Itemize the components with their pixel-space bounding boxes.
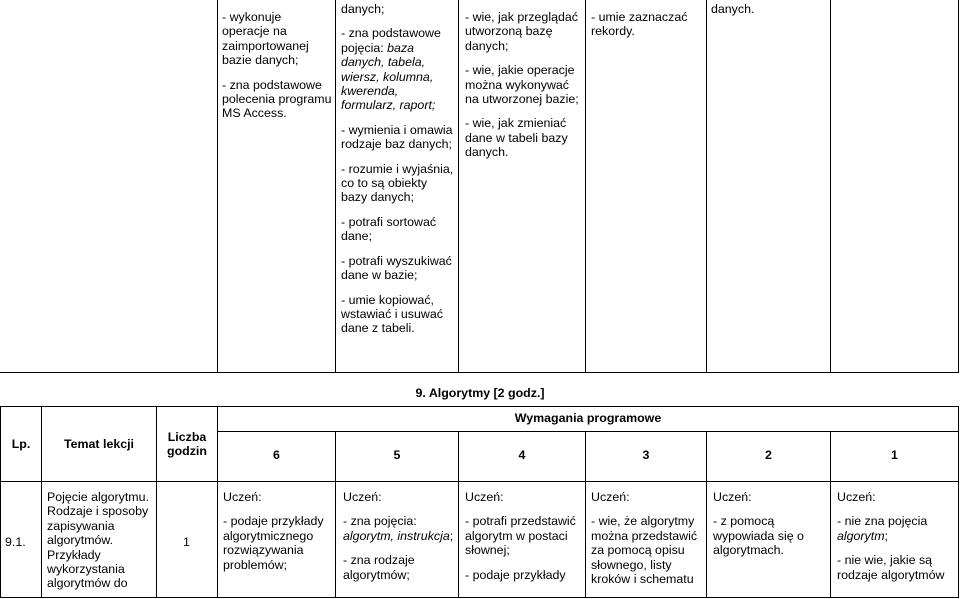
student-label: Uczeń:: [223, 490, 262, 504]
upper-col-4-item: - wie, jakie operacje można wykonywać na utworzonej bazie;: [465, 63, 579, 107]
table-border: [217, 406, 218, 598]
row-lp: 9.1.: [5, 535, 26, 549]
upper-col-5-item: - umie zaznaczać rekordy.: [591, 10, 688, 39]
table-border: [0, 406, 1, 598]
table-border: [706, 0, 707, 372]
upper-col-3: [341, 2, 455, 346]
table-border: [0, 597, 959, 598]
table-border: [830, 0, 831, 372]
table-border: [458, 0, 459, 372]
table-border: [156, 406, 157, 598]
grade-1-text: - nie zna pojęcia algorytm;: [837, 514, 928, 543]
upper-col-2: [222, 10, 332, 131]
table-border: [958, 0, 959, 372]
row-topic: Pojęcie algorytmu. Rodzaje i sposoby zapisywania algorytmów. Przykłady wykorzystania algorytmów do: [47, 490, 149, 591]
upper-col-2-item: - wykonuje operacje na zaimportowanej bazie danych;: [222, 10, 309, 68]
table-border: [217, 431, 959, 432]
upper-col-4: [465, 10, 583, 170]
grade-2-text: - z pomocą wypowiada się o algorytmach.: [713, 514, 804, 558]
student-label: Uczeń:: [343, 490, 382, 504]
row-hours: 1: [183, 535, 190, 549]
upper-col-3-item: - wymienia i omawia rodzaje baz danych;: [341, 122, 453, 152]
grade-3-cell: [591, 490, 703, 596]
upper-col-5: [591, 10, 703, 49]
table-border: [585, 0, 586, 372]
upper-col-4-item: - wie, jak przeglądać utworzoną bazę danych;: [465, 10, 578, 53]
table-border: [217, 0, 218, 372]
upper-col-2-item: - zna podstawowe polecenia programu MS Access.: [222, 77, 332, 121]
table-border: [0, 406, 959, 407]
section-title: 9. Algorytmy [2 godz.]: [415, 386, 545, 400]
header-lp: Lp.: [11, 437, 31, 451]
student-label: Uczeń:: [713, 490, 752, 504]
grade-2-cell: [713, 490, 825, 568]
student-label: Uczeń:: [591, 490, 630, 504]
header-grade: 1: [891, 448, 898, 462]
table-border: [0, 481, 959, 482]
student-label: Uczeń:: [837, 490, 876, 504]
header-grade: 5: [393, 448, 401, 462]
grade-1-cell: [837, 490, 955, 592]
grade-5-text-2: - zna rodzaje algorytmów;: [343, 553, 415, 582]
grade-4-cell: [465, 490, 583, 592]
upper-col-4-item: - wie, jak zmieniać dane w tabeli bazy danych.: [465, 116, 568, 160]
upper-col-3-item: - potrafi wyszukiwać dane w bazie;: [341, 253, 452, 283]
upper-col-6-item: danych.: [711, 2, 755, 16]
header-topic: Temat lekcji: [63, 437, 135, 451]
grade-6-text: - podaje przykłady algorytmicznego rozwiązywania problemów;: [223, 514, 324, 572]
upper-col-3-item: - potrafi sortować dane;: [341, 214, 437, 244]
upper-col-6: [711, 2, 827, 26]
grade-5-cell: [343, 490, 457, 592]
upper-col-3-item: - rozumie i wyjaśnia, co to są obiekty bazy danych;: [341, 161, 454, 205]
grade-3-text: - wie, że algorytmy można przedstawić za pomocą opisu słownego, listy kroków i schematu: [591, 514, 698, 587]
grade-1-text-2: - nie wie, jakie są rodzaje algorytmów: [837, 553, 945, 582]
table-border: [0, 372, 959, 373]
grade-4-text-2: - podaje przykłady: [465, 567, 566, 582]
student-label: Uczeń:: [465, 490, 504, 504]
table-border: [41, 406, 42, 598]
header-requirements: Wymagania programowe: [514, 411, 662, 425]
table-border: [335, 0, 336, 372]
header-grade: 6: [273, 448, 280, 462]
grade-4-text: - potrafi przedstawić algorytm w postaci słownej;: [465, 514, 576, 558]
upper-col-3-concepts: - zna podstawowe pojęcia: baza danych, tabela, wiersz, kolumna, kwerenda, formularz, raport;: [341, 26, 441, 113]
header-grade: 3: [642, 448, 650, 462]
grade-5-text: - zna pojęcia: algorytm, instrukcja;: [343, 514, 454, 543]
table-border: [958, 406, 959, 598]
upper-col-3-first: danych;: [341, 2, 385, 16]
header-grade: 2: [765, 448, 772, 462]
header-hours: Liczba godzin: [167, 430, 207, 459]
grade-6-cell: [223, 490, 333, 582]
upper-col-3-item: - umie kopiować, wstawiać i usuwać dane z tabeli.: [341, 292, 443, 336]
header-grade: 4: [518, 448, 526, 462]
